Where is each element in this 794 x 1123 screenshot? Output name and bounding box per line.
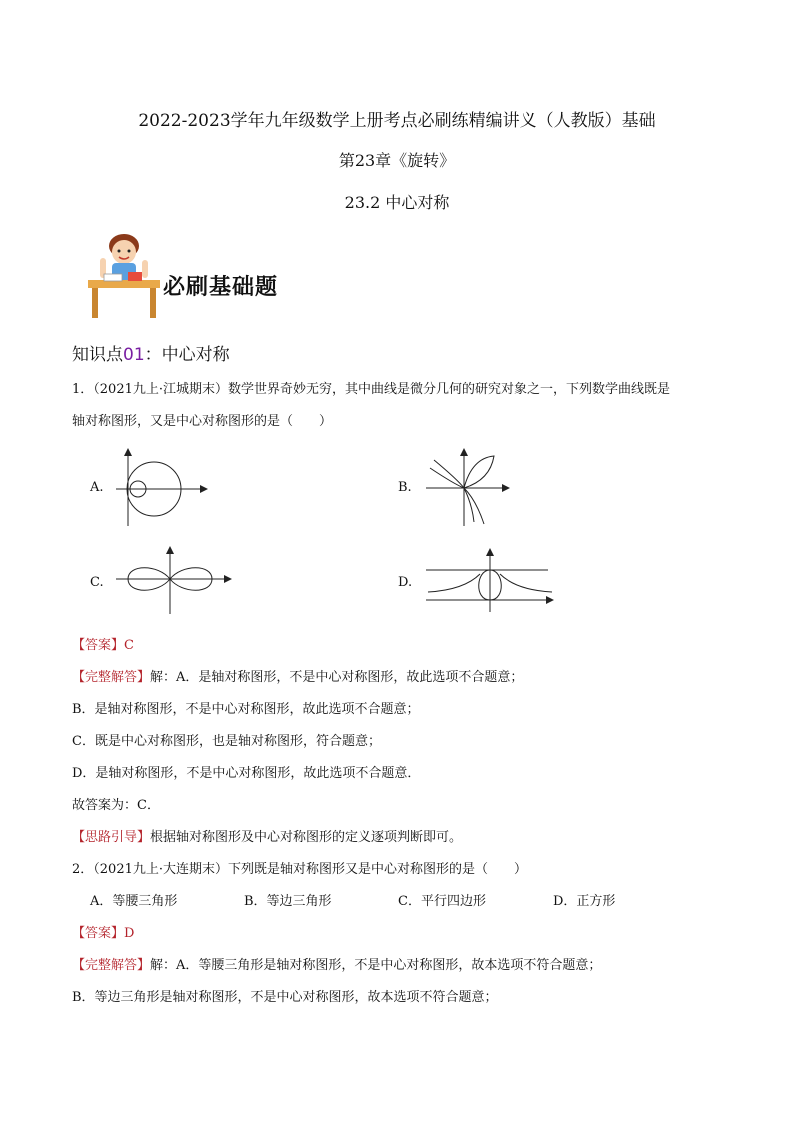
q2-answer-tag: 【答案】 — [72, 926, 125, 941]
q1-solution-line2: B．是轴对称图形，不是中心对称图形，故此选项不合题意； — [72, 702, 420, 717]
kp-prefix: 知识点 — [72, 345, 123, 365]
q2-solution-text: 解：A．等腰三角形是轴对称图形，不是中心对称图形，故本选项不符合题意； — [150, 958, 602, 973]
q2-option-a: A．等腰三角形 — [90, 894, 178, 909]
q1-solution-tag: 【完整解答】 — [72, 670, 151, 685]
kp-name: 中心对称 — [161, 345, 230, 365]
q1-hint-text: 根据轴对称图形及中心对称图形的定义逐项判断即可。 — [150, 830, 463, 845]
q1-option-a-figure — [112, 448, 212, 532]
q2-stem: 2．（2021九上·大连期末）下列既是轴对称图形又是中心对称图形的是（ ） — [72, 862, 527, 877]
q1-option-b-label: B. — [398, 480, 412, 495]
kp-separator: ： — [144, 345, 162, 365]
q1-option-a-label: A. — [90, 480, 104, 495]
q1-answer-value: C — [124, 638, 134, 653]
q1-solution-line5: 故答案为：C． — [72, 798, 160, 813]
q1-option-c-label: C. — [90, 575, 104, 590]
banner-title: 必刷基础题 — [163, 274, 279, 300]
q2-solution-tag: 【完整解答】 — [72, 958, 151, 973]
q2-solution-line1 — [72, 954, 601, 973]
q2-option-c: C．平行四边形 — [398, 894, 486, 909]
q2-answer-value: D — [124, 926, 135, 941]
q1-solution-line3: C．既是中心对称图形，也是轴对称图形，符合题意； — [72, 734, 381, 749]
section-title: 23.2 中心对称 — [344, 193, 450, 212]
q1-solution-line1 — [72, 666, 523, 685]
q1-hint — [72, 826, 462, 845]
q1-solution-text: 解：A．是轴对称图形，不是中心对称图形，故此选项不合题意； — [150, 670, 524, 685]
q1-option-c-figure — [112, 546, 242, 620]
q1-answer-tag: 【答案】 — [72, 638, 125, 653]
q1-answer — [72, 634, 134, 653]
q1-stem-line1: 1．（2021九上·江城期末）数学世界奇妙无穷，其中曲线是微分几何的研究对象之一，下列数学曲线既是 — [72, 382, 670, 397]
knowledge-point-heading — [72, 340, 230, 365]
document-title: 2022-2023学年九年级数学上册考点必刷练精编讲义（人教版）基础 — [138, 111, 656, 131]
q1-hint-tag: 【思路引导】 — [72, 830, 151, 845]
kp-number: 01 — [123, 345, 145, 365]
q2-option-d: D．正方形 — [553, 894, 616, 909]
q1-solution-line4: D．是轴对称图形，不是中心对称图形，故此选项不合题意． — [72, 766, 421, 781]
q2-answer — [72, 922, 134, 941]
q1-option-d-label: D. — [398, 575, 413, 590]
student-illustration — [84, 230, 164, 320]
q2-solution-line2: B．等边三角形是轴对称图形，不是中心对称图形，故本选项不符合题意； — [72, 990, 498, 1005]
q1-option-b-figure — [424, 448, 524, 532]
q2-option-b: B．等边三角形 — [244, 894, 332, 909]
q1-stem-line2: 轴对称图形，又是中心对称图形的是（ ） — [72, 414, 333, 429]
q1-option-d-figure — [424, 548, 564, 618]
chapter-title: 第23章《旋转》 — [338, 151, 456, 170]
